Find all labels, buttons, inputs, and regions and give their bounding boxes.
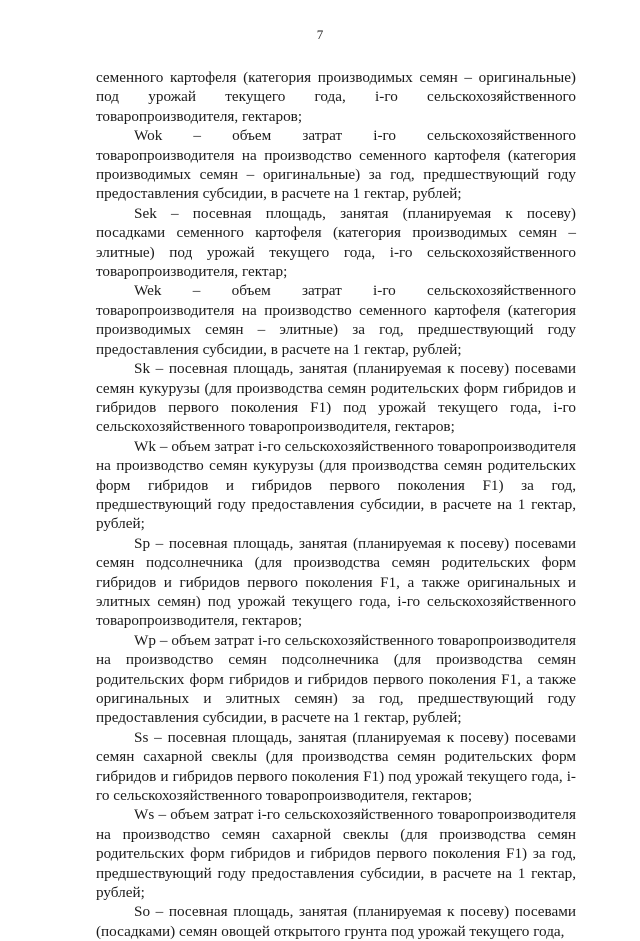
paragraph-wp: Wp – объем затрат i-го сельскохозяйственного товаропроизводителя на производство семян подсолнечника (для производства семян родительских форм гибридов и гибридов первого поколения F1, а также оригинальных и элитных семян) за год, предшествующий году предоставления субсидии, в расчете на 1 гектар, рублей; (96, 631, 576, 727)
paragraph-sek: Sek – посевная площадь, занятая (планируемая к посеву) посадками семенного картофеля (категория производимых семян – элитные) под урожай текущего года, i-го сельскохозяйственного товаропроизводителя, гектар; (96, 204, 576, 281)
paragraph-wok: Wok – объем затрат i-го сельскохозяйственного товаропроизводителя на производство семенного картофеля (категория производимых семян – оригинальные) за год, предшествующий году предоставления субсидии, в расчете на 1 гектар, рублей; (96, 127, 576, 203)
page-number: 7 (316, 27, 324, 42)
paragraph-ss: Ss – посевная площадь, занятая (планируемая к посеву) посевами семян сахарной свеклы (для производства семян родительских форм гибридов и гибридов первого поколения F1) под урожай текущего года, i-го сельскохозяйственного товаропроизводителя, гектаров; (96, 728, 576, 805)
paragraph-ws: Ws – объем затрат i-го сельскохозяйственного товаропроизводителя на производство семян сахарной свеклы (для производства семян родительских форм гибридов и гибридов первого поколения F1) за год, предшествующий году предоставления субсидии, в расчете на 1 гектар, рублей; (96, 806, 576, 902)
paragraph-sk: Sk – посевная площадь, занятая (планируемая к посеву) посевами семян кукурузы (для производства семян родительских форм гибридов и гибридов первого поколения F1) под урожай текущего года, i-го сельскохозяйственного товаропроизводителя, гектаров; (96, 360, 576, 436)
paragraph-sp: Sp – посевная площадь, занятая (планируемая к посеву) посевами семян подсолнечника (для производства семян родительских форм гибридов и гибридов первого поколения F1, а также оригинальных и элитных семян) под урожай текущего года, i-го сельскохозяйственного товаропроизводителя, гектаров; (96, 534, 576, 630)
document-body (96, 68, 576, 941)
paragraph-wk: Wk – объем затрат i-го сельскохозяйственного товаропроизводителя на производство семян кукурузы (для производства семян родительских форм гибридов и гибридов первого поколения F1) за год, предшествующий году предоставления субсидии, в расчете на 1 гектар, рублей; (96, 437, 576, 533)
paragraph-so: So – посевная площадь, занятая (планируемая к посеву) посевами (посадками) семян овощей открытого грунта под урожай текущего года, (96, 903, 576, 940)
paragraph-continuation: семенного картофеля (категория производимых семян – оригинальные) под урожай текущего года, i-го сельскохозяйственного товаропроизводителя, гектаров; (96, 69, 576, 125)
paragraph-wek: Wek – объем затрат i-го сельскохозяйственного товаропроизводителя на производство семенного картофеля (категория производимых семян – элитные) за год, предшествующий году предоставления субсидии, в расчете на 1 гектар, рублей; (96, 282, 576, 358)
